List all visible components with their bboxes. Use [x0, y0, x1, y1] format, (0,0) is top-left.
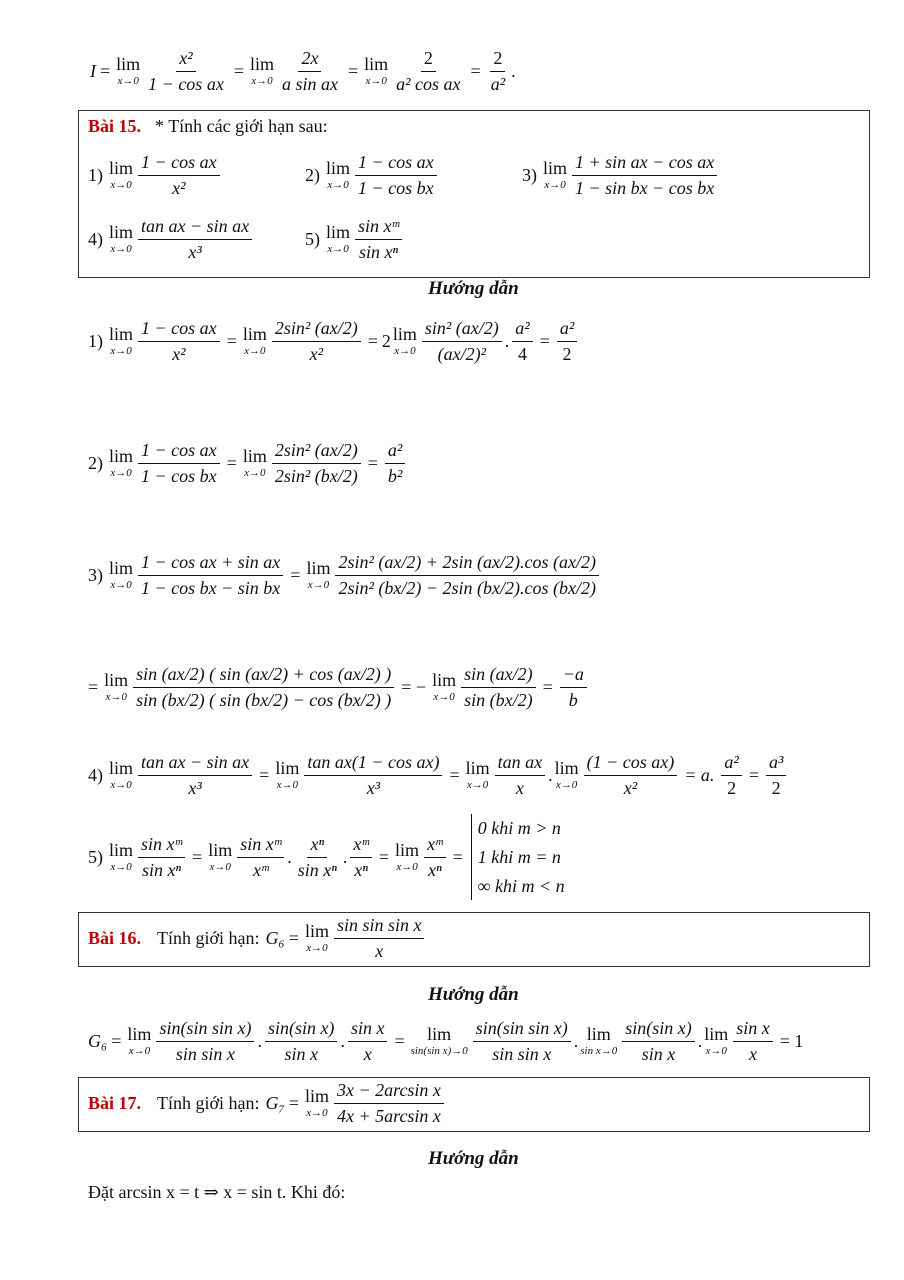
bai16-title: Bài 16. Tính giới hạn: G₆ = lim x→0 $\frac{\text{sin sin sin x}}{x}$ — [88, 915, 427, 961]
bai15-item-1: 1) lim x→0 $\frac{\text{1 − cos ax}}{\text{x²}}$ — [88, 152, 223, 198]
sol16: G₆ = lim x→0 $\frac{\text{sin(sin sin x)}}{\text{sin sin x}}$ . $\frac{\text{sin(sin x)}}{\text{sin x}}$ . $\frac{\text{sin x}}{x}$ = lim sin(sin x)→0 $\frac{\text{sin(sin sin x)}}{\text{sin sin x}}$ . lim sin x→0 $\frac{\text{sin(sin x)}}{\text{sin x}}$ . lim x→0 $\frac{\text{sin x}}{x}$ = 1 — [88, 1018, 804, 1064]
bai17-title: Bài 17. Tính giới hạn: G₇ = lim x→0 $\frac{\text{3x − 2arcsin x}}{\text{4x + 5arcsin x}}$ — [88, 1080, 447, 1126]
bai15-title: Bài 15. * Tính các giới hạn sau: — [88, 116, 328, 136]
sol15-2: 2) lim x→0 $\frac{\text{1 − cos ax}}{\text{1 − cos bx}}$ = lim x→0 $\frac{\text{2sin² (ax/2)}}{\text{2sin² (bx/2)}}$ = $\frac{\text{a²}}{\text{b²}}$ — [88, 440, 408, 486]
huong-dan-heading-1: Hướng dẫn — [428, 278, 519, 299]
top-equation: I = lim x→0 $\frac{\text{x²}}{\text{1 − cos ax}}$ = lim x→0 $\frac{2x}{\text{a sin ax}}$ = lim x→0 $\frac{2}{\text{a² cos ax}}$ = $\frac{2}{\text{a²}}$ . — [90, 48, 516, 94]
bai15-item-5: 5) lim x→0 $\frac{\text{sin xᵐ}}{\text{sin xⁿ}}$ — [305, 216, 405, 262]
sol17-text: Đặt arcsin x = t ⇒ x = sin t. Khi đó: — [88, 1182, 346, 1202]
huong-dan-heading-2: Hướng dẫn — [428, 984, 519, 1005]
bai15-item-2: 2) lim x→0 $\frac{\text{1 − cos ax}}{\text{1 − cos bx}}$ — [305, 152, 440, 198]
bai15-item-4: 4) lim x→0 $\frac{\text{tan ax − sin ax}}{\text{x³}}$ — [88, 216, 255, 262]
sol15-1: 1) lim x→0 $\frac{\text{1 − cos ax}}{\text{x²}}$ = lim x→0 $\frac{\text{2sin² (ax/2)}}{\text{x²}}$ = 2 lim x→0 $\frac{\text{sin² (ax/2)}}{\text{(ax/2)²}}$ . $\frac{\text{a²}}{4}$ = $\frac{\text{a²}}{2}$ — [88, 318, 580, 364]
sol15-4: 4) lim x→0 $\frac{\text{tan ax − sin ax}}{\text{x³}}$ = lim x→0 $\frac{\text{tan ax(1 − cos ax)}}{\text{x³}}$ = lim x→0 $\frac{\text{tan ax}}{x}$ . lim x→0 $\frac{\text{(1 − cos ax)}}{\text{x²}}$ = a. $\frac{\text{a²}}{2}$ = $\frac{\text{a³}}{2}$ — [88, 752, 789, 798]
sol15-3b: = lim x→0 $\frac{\sin (ax/2) ( \sin (ax/2) + \cos (ax/2) )}{\sin (bx/2) ( \sin (bx/2) - \cos (bx/2) )}$ = − lim x→0 $\frac{\sin (ax/2)}{\sin (bx/2)}$ = $\frac{-a}{b}$ — [88, 664, 590, 710]
cases-block: 0 khi m > n 1 khi m = n ∞ khi m < n — [471, 814, 565, 900]
huong-dan-heading-3: Hướng dẫn — [428, 1148, 519, 1169]
sol15-5: 5) lim x→0 $\frac{\text{sin xᵐ}}{\text{sin xⁿ}}$ = lim x→0 $\frac{\text{sin xᵐ}}{\text{xᵐ}}$ . $\frac{\text{xⁿ}}{\text{sin xⁿ}}$ . $\frac{\text{xᵐ}}{\text{xⁿ}}$ = lim x→0 $\frac{\text{xᵐ}}{\text{xⁿ}}$ = 0 khi m > n 1 khi m = n ∞ khi m < n — [88, 814, 565, 900]
lim: lim x→0 — [116, 54, 141, 88]
sol15-3: 3) lim x→0 $\frac{\text{1 − cos ax + sin ax}}{\text{1 − cos bx − sin bx}}$ = lim x→0 $\frac{\text{2sin² (ax/2) + 2sin (ax/2).cos (ax/2)}}{\text{2sin² (bx/2) − 2sin (bx/2).cos (bx/2)}}$ — [88, 552, 602, 598]
bai15-item-3: 3) lim x→0 $\frac{\text{1 + sin ax − cos ax}}{\text{1 − sin bx − cos bx}}$ — [522, 152, 720, 198]
var-I: I — [90, 60, 96, 81]
